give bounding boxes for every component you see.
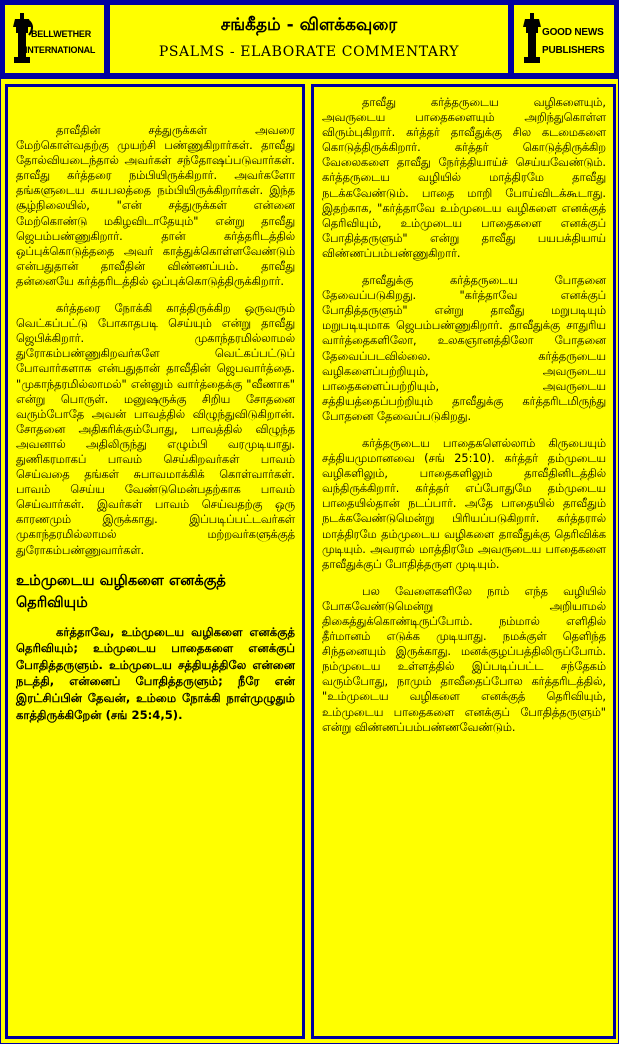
good-news-logo	[514, 5, 614, 73]
paragraph: தாவீதுக்கு கர்த்தருடைய போதனை தேவைப்படுகிறது. "கர்த்தாவே எனக்குப் போதித்தருளும்" என்று தாவீது மறுபடியும் மறுபடியுமாக ஜெபம்பண்ணுகிறார். தாவீதுக்கு சாதுரிய வார்த்தைகளிலோ, உலகஞானத்திலோ போதனை தேவைப்படவில்லை. கர்த்தருடைய வழிகளைப்பற்றியும், அவருடைய பாதைகளைப்பற்றியும், அவருடைய சத்தியத்தைப்பற்றியும் தாவீதுக்கு கர்த்தரிடமிருந்து போதனை தேவைப்படுகிறது.	[322, 274, 606, 423]
right-column	[311, 84, 616, 1039]
page-title-tamil: சங்கீதம் - விளக்கவுரை	[220, 15, 398, 35]
logo-right-line1: GOOD NEWS	[542, 27, 604, 38]
page-title-english: PSALMS - ELABORATE COMMENTARY	[158, 44, 460, 60]
bellwether-logo	[5, 5, 104, 73]
paragraph: தாவீது கர்த்தருடைய வழிகளையும், அவருடைய பாதைகளையும் அறிந்துகொள்ள விரும்புகிறார். கர்த்தர் தாவீதுக்கு சில கடமைகளை கொடுத்திருக்கிறார். கர்த்தர் கொடுத்திருக்கிற வேலைகளை தாவீது நேர்த்தியாய்ச் செய்யவேண்டும். கர்த்தருடைய வழியில் மாத்திரமே தாவீது நடக்கவேண்டும். பாதை மாறி போய்விடக்கூடாது. இதற்காக, "கர்த்தாவே உம்முடைய வழிகளை எனக்குத் தெரிவியும், உம்முடைய பாதைகளை எனக்குப் போதித்தருளும்" என்று தாவீது பயபக்தியாய் விண்ணப்பம்பண்ணுகிறார்.	[322, 96, 606, 260]
title-box	[110, 5, 508, 73]
paragraph: பல வேளைகளிலே நாம் எந்த வழியில் போகவேண்டுமென்று அறியாமல் திகைத்துக்கொண்டிருப்போம். நம்மால் எளிதில் தீர்மானம் எடுக்க முடியாது. நமக்குள் தெளிந்த சிந்தனையும் இருக்காது. மனக்குழப்பத்திலிருப்போம். நம்முடைய உள்ளத்தில் இப்படிப்பட்ட சந்தேகம் வரும்போது, நாமும் தாவீதைப்போல கர்த்தரிடத்தில், "உம்முடைய வழிகளை எனக்குத் தெரிவியும், உம்முடைய பாதைகளை எனக்குப் போதித்தருளும்" என்று விண்ணப்பம்பண்ணவேண்டும்.	[322, 584, 606, 734]
paragraph: கர்த்தருடைய பாதைகளெல்லாம் கிருபையும் சத்தியமுமானவை (சங் 25:10). கர்த்தர் தம்முடைய வழிகளிலும், பாதைகளிலும் தாவீதினிடத்தில் வந்திருக்கிறார். கர்த்தர் எப்போதுமே தம்முடைய பாதையில்தான் நடப்பார். அதே பாதையில் தாவீதும் நடக்கவேண்டுமென்று பிரியப்படுகிறார். கர்த்தரால் மாத்திரமே தம்முடைய வழிகளை தாவீதுக்கு தெரிவிக்க முடியும். அவரால் மாத்திரமே அவருடைய பாதைகளை தாவீதுக்குப் போதித்தருள முடியும்.	[322, 436, 606, 571]
section-heading: உம்முடைய வழிகளை எனக்குத் தெரிவியும்	[16, 572, 226, 611]
logo-left-line2: INTERNATIONAL	[25, 45, 96, 55]
scripture-verse: கர்த்தாவே, உம்முடைய வழிகளை எனக்குத் தெரிவியும்; உம்முடைய பாதைகளை எனக்குப் போதித்தருளும். உம்முடைய சத்தியத்திலே என்னை நடத்தி, என்னைப் போதித்தருளும்; நீரே என் இரட்சிப்பின் தேவன், உம்மை நோக்கி நாள்முழுதும் காத்திருக்கிறேன் (சங் 25:4,5).	[16, 624, 295, 722]
logo-left-line1: BELLWETHER	[31, 29, 91, 39]
header-bar	[1, 1, 618, 79]
paragraph: தாவீதின் சத்துருக்கள் அவரை மேற்கொள்வதற்கு முயற்சி பண்ணுகிறார்கள். தாவீது தோல்வியடைந்தால் அவர்கள் சந்தோஷப்படுவார்கள். தாவீது கர்த்தரை நம்பியிருக்கிறார். அவர்களோ தங்களுடைய சுயபலத்தை நம்பியிருக்கிறார்கள். இந்த சூழ்நிலையில், "என் சத்துருக்கள் என்னை மேற்கொண்டு மகிழவிடாதேயும்" என்று தாவீது ஜெபம்பண்ணுகிறார். தான் கர்த்தரிடத்தில் ஒப்புக்கொடுத்ததை அவர் காத்துக்கொள்ளவேண்டும் என்பதுதான் தாவீதின் விண்ணப்பம். தாவீது தன்னையே கர்த்தரிடத்தில் ஒப்புக்கொடுத்திருக்கிறார்.	[16, 124, 295, 288]
left-column	[5, 84, 305, 1039]
bell-tower-icon	[520, 13, 544, 65]
paragraph: கர்த்தரை நோக்கி காத்திருக்கிற ஒருவரும் வெட்கப்பட்டு போகாதபடி செய்யும் என்று தாவீது ஜெபிக்கிறார். முகாந்தரமில்லாமல் துரோகம்பண்ணுகிறவர்களே வெட்கப்பட்டுப் போவார்களாக என்பதுதான் தாவீதின் ஜெபவார்த்தை. "முகாந்தரமில்லாமல்" என்னும் வார்த்தைக்கு "வீணாக" என்று பொருள். மனுஷருக்கு சிறிய சோதனை வரும்போதே அவன் பாவத்தில் விழுந்துவிடுகிறான். சோதனை அதிகரிக்கும்போது, பாவத்தில் விழுந்த அவனால் அதிலிருந்து எழும்பி வரமுடியாது. துணிகரமாகப் பாவம் செய்கிறவர்கள் பாவம் செய்வதை தங்கள் சுபாவமாக்கிக் கொள்வார்கள். பாவம் செய்ய வேண்டுமென்பதற்காக பாவம் செய்வார்கள். இவர்கள் பாவம் செய்வதற்கு ஒரு காரணமும் இருக்காது. இப்படிப்பட்டவர்கள் முகாந்தரமில்லாமல் மற்றவர்களுக்குத் துரோகம்பண்ணுவார்கள்.	[16, 302, 295, 557]
bell-tower-icon	[11, 13, 33, 65]
logo-right-line2: PUBLISHERS	[542, 45, 605, 56]
